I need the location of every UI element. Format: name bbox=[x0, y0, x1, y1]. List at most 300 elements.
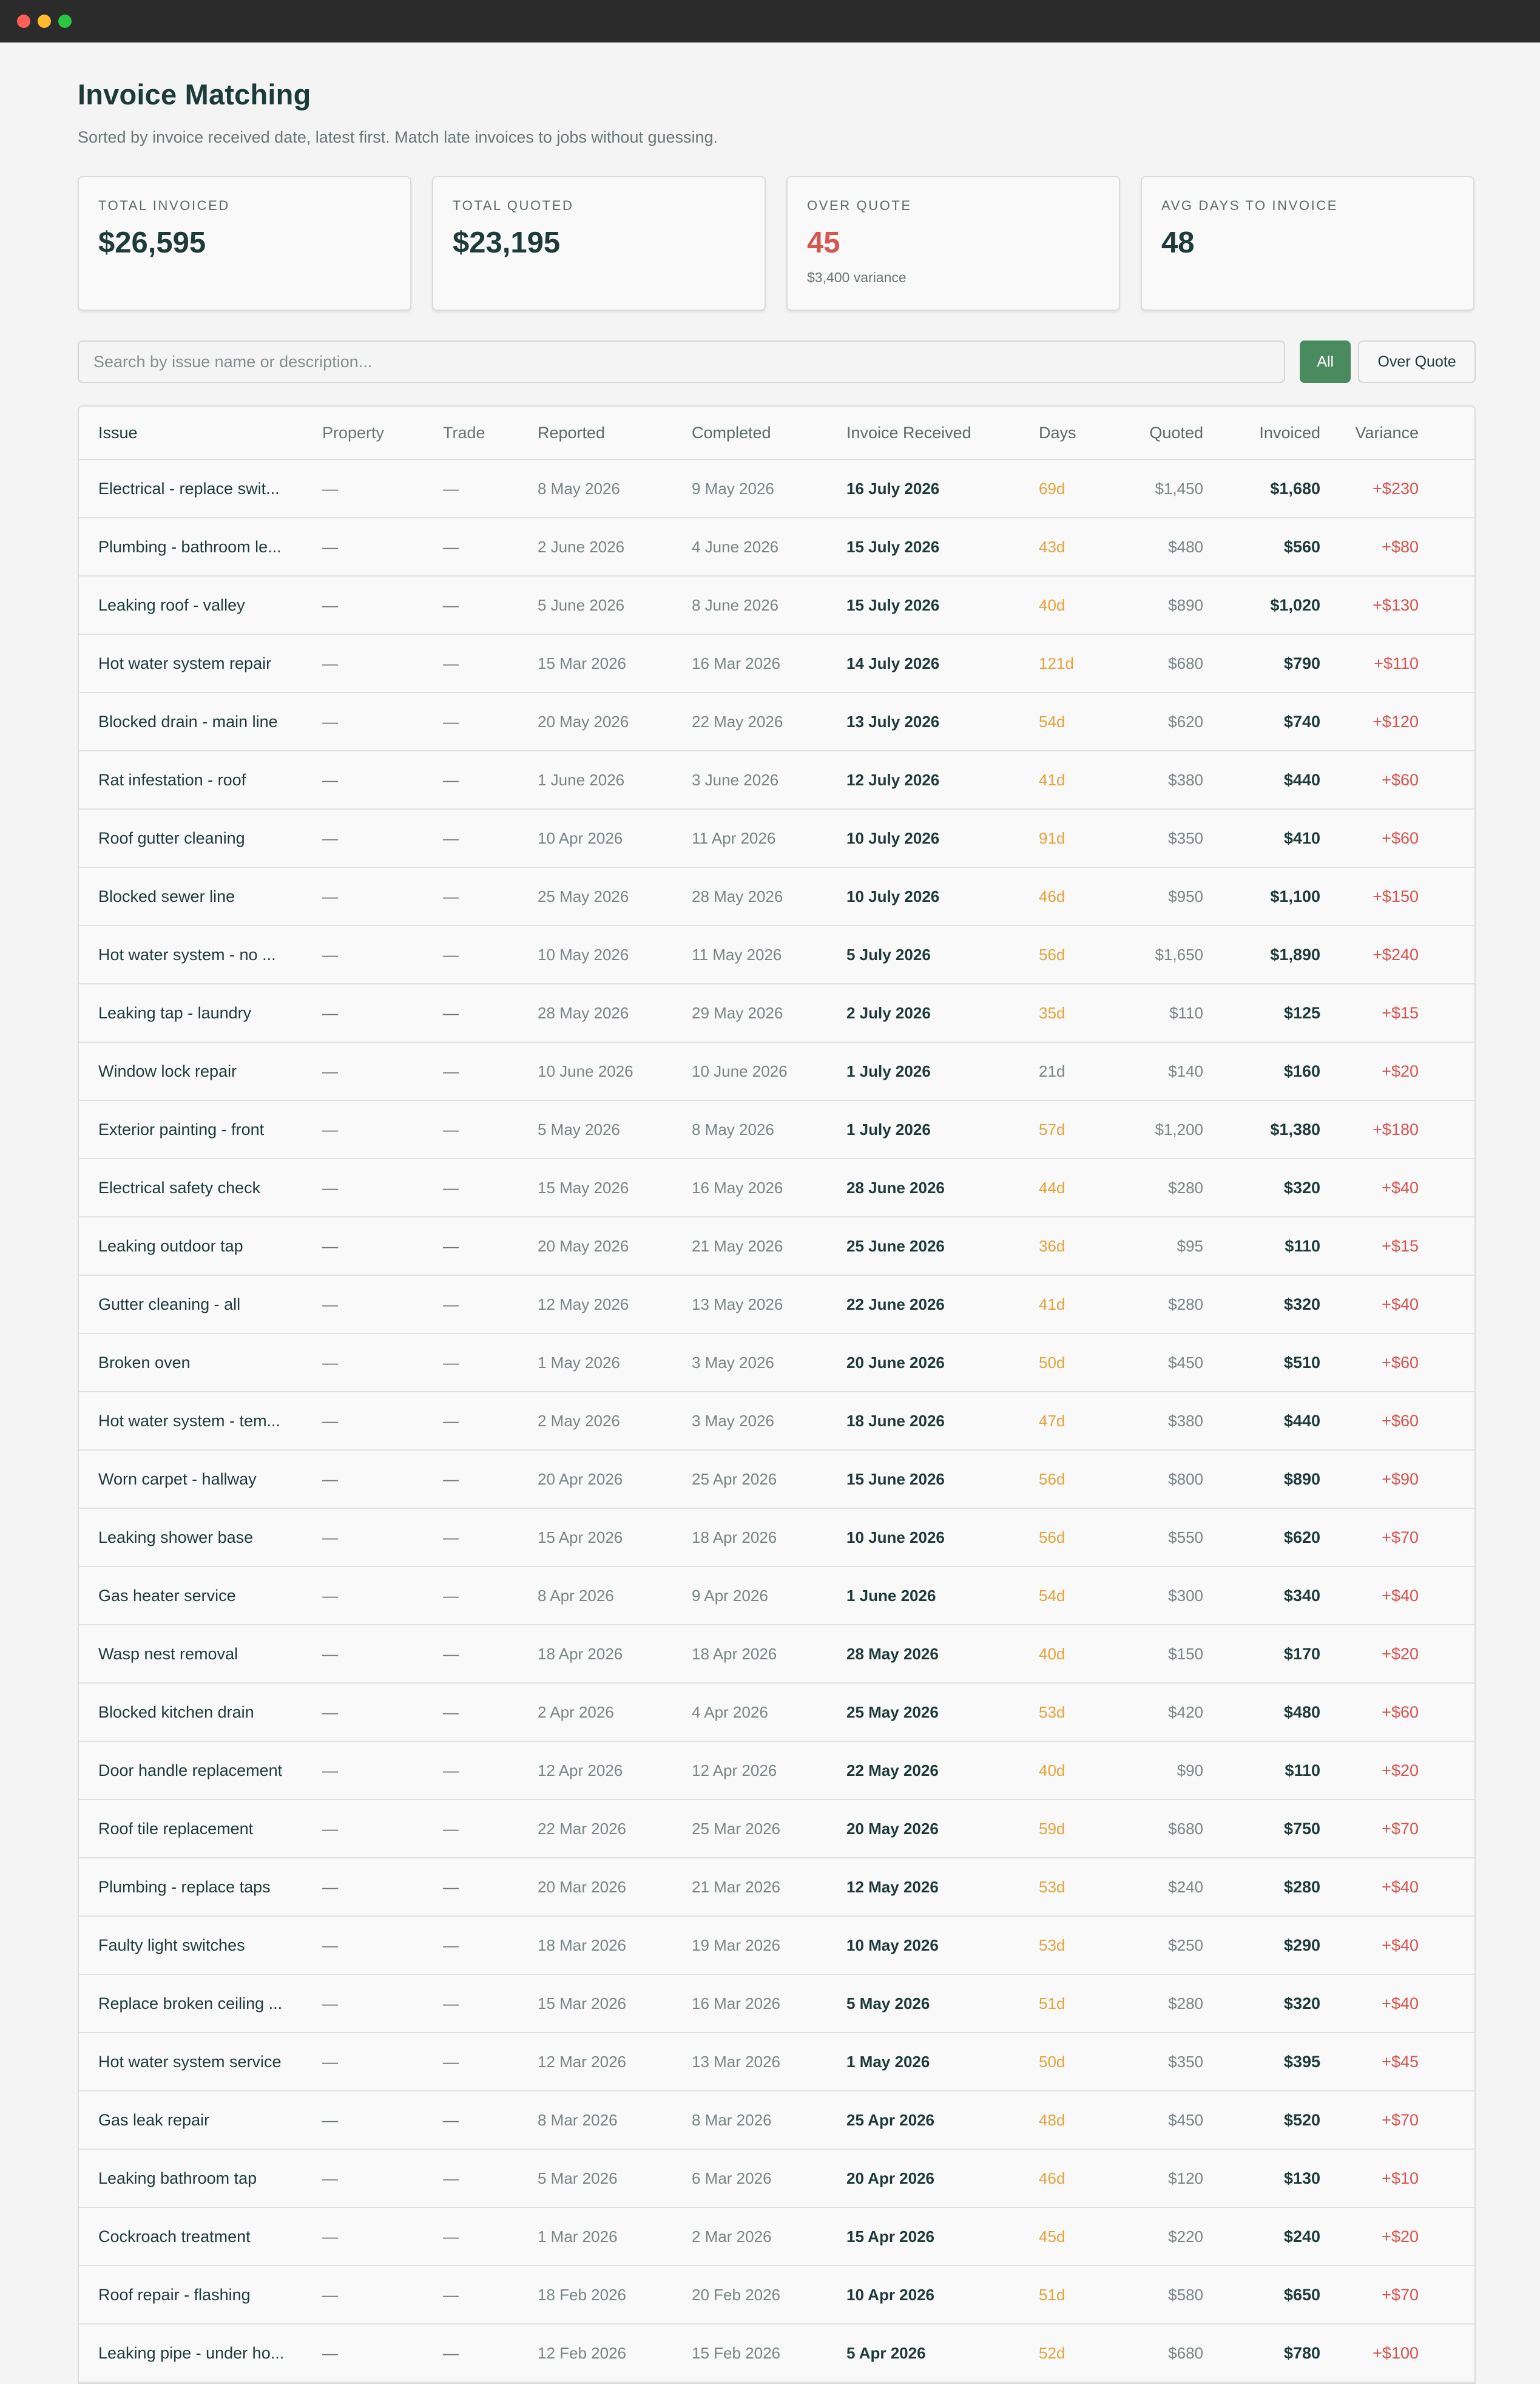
cell-issue: Replace broken ceiling ... bbox=[98, 1994, 283, 2013]
table-row[interactable] bbox=[79, 1800, 1474, 1858]
cell-variance: +$40 bbox=[1382, 1295, 1419, 1313]
cell-invoice-received: 28 June 2026 bbox=[846, 1178, 945, 1197]
table-row[interactable] bbox=[79, 868, 1474, 926]
cell-variance: +$15 bbox=[1382, 1236, 1419, 1255]
table-row[interactable] bbox=[79, 1742, 1474, 1800]
cell-issue: Roof repair - flashing bbox=[98, 2285, 251, 2304]
table-row[interactable] bbox=[79, 2033, 1474, 2091]
cell-invoiced: $740 bbox=[1283, 712, 1320, 731]
table-row[interactable] bbox=[79, 1276, 1474, 1334]
table-row[interactable] bbox=[79, 693, 1474, 751]
cell-variance: +$70 bbox=[1382, 1528, 1419, 1546]
cell-variance: +$70 bbox=[1382, 2110, 1419, 2129]
table-row[interactable] bbox=[79, 751, 1474, 810]
cell-variance: +$60 bbox=[1382, 770, 1419, 789]
cell-issue: Hot water system repair bbox=[98, 654, 272, 672]
cell-invoice-received: 28 May 2026 bbox=[846, 1644, 939, 1663]
cell-property: — bbox=[322, 1586, 338, 1605]
cell-invoiced: $750 bbox=[1283, 1819, 1320, 1838]
cell-invoice-received: 1 July 2026 bbox=[846, 1120, 931, 1139]
cell-reported: 8 May 2026 bbox=[538, 479, 620, 498]
stat-note: $3,400 variance bbox=[807, 269, 907, 285]
cell-invoiced: $1,890 bbox=[1270, 945, 1320, 964]
cell-issue: Hot water system - tem... bbox=[98, 1411, 281, 1430]
table-row[interactable] bbox=[79, 2266, 1474, 2325]
cell-reported: 25 May 2026 bbox=[538, 887, 629, 906]
table-row[interactable] bbox=[79, 1917, 1474, 1975]
cell-issue: Hot water system service bbox=[98, 2052, 282, 2071]
cell-quoted: $800 bbox=[1168, 1469, 1203, 1488]
cell-invoice-received: 16 July 2026 bbox=[846, 479, 940, 498]
cell-invoice-received: 10 Apr 2026 bbox=[846, 2285, 935, 2304]
cell-reported: 8 Apr 2026 bbox=[538, 1586, 614, 1605]
cell-days: 43d bbox=[1039, 537, 1066, 556]
cell-invoice-received: 5 Apr 2026 bbox=[846, 2343, 926, 2362]
table-row[interactable] bbox=[79, 984, 1474, 1043]
cell-issue: Leaking shower base bbox=[98, 1528, 254, 1546]
cell-completed: 20 Feb 2026 bbox=[692, 2285, 781, 2304]
cell-trade: — bbox=[443, 828, 459, 847]
cell-issue: Wasp nest removal bbox=[98, 1644, 238, 1663]
cell-variance: +$230 bbox=[1373, 479, 1419, 498]
cell-invoice-received: 10 June 2026 bbox=[846, 1528, 945, 1546]
cell-completed: 16 Mar 2026 bbox=[692, 654, 780, 672]
cell-quoted: $580 bbox=[1168, 2285, 1203, 2304]
cell-completed: 9 May 2026 bbox=[692, 479, 774, 498]
cell-days: 53d bbox=[1039, 1877, 1066, 1896]
cell-trade: — bbox=[443, 1644, 459, 1663]
filter-toolbar bbox=[78, 340, 1476, 384]
page-title: Invoice Matching bbox=[78, 78, 311, 110]
cell-completed: 3 May 2026 bbox=[692, 1411, 774, 1430]
cell-trade: — bbox=[443, 1120, 459, 1139]
cell-invoice-received: 15 July 2026 bbox=[846, 537, 940, 556]
cell-invoiced: $340 bbox=[1283, 1586, 1320, 1605]
cell-invoiced: $650 bbox=[1283, 2285, 1320, 2304]
cell-invoiced: $320 bbox=[1283, 1994, 1320, 2013]
cell-reported: 22 Mar 2026 bbox=[538, 1819, 626, 1838]
cell-issue: Roof gutter cleaning bbox=[98, 828, 245, 847]
cell-completed: 13 Mar 2026 bbox=[692, 2052, 780, 2071]
cell-variance: +$130 bbox=[1373, 595, 1419, 614]
cell-property: — bbox=[322, 2285, 338, 2304]
cell-quoted: $300 bbox=[1168, 1586, 1203, 1605]
cell-invoiced: $1,680 bbox=[1270, 479, 1320, 498]
cell-variance: +$40 bbox=[1382, 1178, 1419, 1197]
cell-trade: — bbox=[443, 2169, 459, 2187]
table-row[interactable] bbox=[79, 1101, 1474, 1159]
cell-invoiced: $110 bbox=[1285, 1761, 1320, 1780]
cell-quoted: $950 bbox=[1168, 887, 1203, 906]
cell-variance: +$80 bbox=[1382, 537, 1419, 556]
table-row[interactable] bbox=[79, 1858, 1474, 1917]
cell-variance: +$240 bbox=[1373, 945, 1419, 964]
cell-reported: 15 Mar 2026 bbox=[538, 1994, 626, 2013]
cell-days: 35d bbox=[1039, 1003, 1066, 1022]
cell-invoice-received: 15 Apr 2026 bbox=[846, 2227, 935, 2246]
filter-all-button[interactable]: All bbox=[1300, 340, 1351, 383]
cell-property: — bbox=[322, 2343, 338, 2362]
cell-property: — bbox=[322, 1935, 338, 1954]
cell-issue: Gutter cleaning - all bbox=[98, 1295, 241, 1313]
cell-reported: 2 Apr 2026 bbox=[538, 1702, 614, 1721]
cell-issue: Plumbing - bathroom le... bbox=[98, 537, 282, 556]
cell-issue: Leaking pipe - under ho... bbox=[98, 2343, 285, 2362]
cell-property: — bbox=[322, 537, 338, 556]
cell-invoice-received: 20 June 2026 bbox=[846, 1353, 945, 1372]
cell-property: — bbox=[322, 595, 338, 614]
cell-trade: — bbox=[443, 887, 459, 906]
cell-days: 40d bbox=[1039, 595, 1066, 614]
table-row[interactable] bbox=[79, 460, 1474, 518]
cell-variance: +$70 bbox=[1382, 2285, 1419, 2304]
cell-quoted: $350 bbox=[1168, 828, 1203, 847]
cell-trade: — bbox=[443, 1819, 459, 1838]
cell-invoiced: $480 bbox=[1283, 1702, 1320, 1721]
cell-invoice-received: 14 July 2026 bbox=[846, 654, 940, 672]
cell-trade: — bbox=[443, 1411, 459, 1430]
cell-completed: 19 Mar 2026 bbox=[692, 1935, 780, 1954]
stat-value: $23,195 bbox=[453, 226, 561, 259]
cell-invoiced: $780 bbox=[1283, 2343, 1320, 2362]
cell-variance: +$60 bbox=[1382, 828, 1419, 847]
cell-days: 53d bbox=[1039, 1935, 1066, 1954]
stat-value: $26,595 bbox=[98, 226, 206, 259]
cell-property: — bbox=[322, 1120, 338, 1139]
cell-property: — bbox=[322, 1003, 338, 1022]
cell-property: — bbox=[322, 1236, 338, 1255]
cell-property: — bbox=[322, 2052, 338, 2071]
cell-trade: — bbox=[443, 2227, 459, 2246]
table-row[interactable] bbox=[79, 2091, 1474, 2150]
column-header-issue[interactable]: Issue bbox=[98, 423, 138, 442]
window-titlebar bbox=[0, 0, 1540, 42]
cell-reported: 1 Mar 2026 bbox=[538, 2227, 618, 2246]
table-header-row bbox=[79, 407, 1474, 460]
cell-trade: — bbox=[443, 1528, 459, 1546]
cell-variance: +$90 bbox=[1382, 1469, 1419, 1488]
cell-completed: 8 June 2026 bbox=[692, 595, 779, 614]
stat-label: TOTAL QUOTED bbox=[453, 198, 574, 213]
cell-quoted: $1,450 bbox=[1155, 479, 1203, 498]
column-header-completed[interactable]: Completed bbox=[692, 423, 771, 442]
cell-variance: +$180 bbox=[1373, 1120, 1419, 1139]
cell-invoice-received: 22 June 2026 bbox=[846, 1295, 945, 1313]
cell-reported: 28 May 2026 bbox=[538, 1003, 629, 1022]
cell-reported: 20 May 2026 bbox=[538, 1236, 629, 1255]
cell-reported: 12 May 2026 bbox=[538, 1295, 629, 1313]
cell-days: 21d bbox=[1039, 1062, 1066, 1080]
cell-invoiced: $320 bbox=[1283, 1178, 1320, 1197]
cell-invoiced: $560 bbox=[1283, 537, 1320, 556]
cell-trade: — bbox=[443, 1353, 459, 1372]
cell-quoted: $680 bbox=[1168, 1819, 1203, 1838]
cell-issue: Gas leak repair bbox=[98, 2110, 210, 2129]
cell-trade: — bbox=[443, 2343, 459, 2362]
cell-days: 36d bbox=[1039, 1236, 1066, 1255]
cell-reported: 1 June 2026 bbox=[538, 770, 625, 789]
stat-card-total-invoiced bbox=[78, 176, 411, 311]
cell-completed: 4 June 2026 bbox=[692, 537, 779, 556]
table-row[interactable] bbox=[79, 1684, 1474, 1742]
filter-over-quote-button[interactable]: Over Quote bbox=[1358, 340, 1476, 383]
cell-days: 69d bbox=[1039, 479, 1066, 498]
cell-issue: Cockroach treatment bbox=[98, 2227, 251, 2246]
cell-variance: +$60 bbox=[1382, 1702, 1419, 1721]
cell-days: 51d bbox=[1039, 1994, 1066, 2013]
cell-invoiced: $395 bbox=[1283, 2052, 1320, 2071]
stat-label: AVG DAYS TO INVOICE bbox=[1161, 198, 1339, 213]
maximize-window-icon[interactable] bbox=[58, 15, 72, 28]
cell-reported: 1 May 2026 bbox=[538, 1353, 620, 1372]
cell-trade: — bbox=[443, 1586, 459, 1605]
cell-invoiced: $125 bbox=[1283, 1003, 1320, 1022]
cell-completed: 8 Mar 2026 bbox=[692, 2110, 772, 2129]
table-row[interactable] bbox=[79, 2150, 1474, 2208]
cell-completed: 21 Mar 2026 bbox=[692, 1877, 780, 1896]
cell-days: 56d bbox=[1039, 1528, 1066, 1546]
table-row[interactable] bbox=[79, 1567, 1474, 1625]
table-row[interactable] bbox=[79, 1625, 1474, 1684]
cell-property: — bbox=[322, 479, 338, 498]
cell-issue: Exterior painting - front bbox=[98, 1120, 265, 1139]
cell-issue: Blocked sewer line bbox=[98, 887, 235, 906]
table-row[interactable] bbox=[79, 1392, 1474, 1451]
cell-trade: — bbox=[443, 2052, 459, 2071]
cell-reported: 15 May 2026 bbox=[538, 1178, 629, 1197]
column-header-reported[interactable]: Reported bbox=[538, 423, 606, 442]
cell-invoice-received: 10 July 2026 bbox=[846, 887, 940, 906]
cell-invoiced: $290 bbox=[1283, 1935, 1320, 1954]
cell-property: — bbox=[322, 1761, 338, 1780]
cell-invoice-received: 25 May 2026 bbox=[846, 1702, 939, 1721]
cell-completed: 8 May 2026 bbox=[692, 1120, 774, 1139]
cell-reported: 5 Mar 2026 bbox=[538, 2169, 618, 2187]
cell-reported: 10 May 2026 bbox=[538, 945, 629, 964]
cell-invoice-received: 12 July 2026 bbox=[846, 770, 940, 789]
cell-trade: — bbox=[443, 654, 459, 672]
cell-property: — bbox=[322, 2227, 338, 2246]
cell-trade: — bbox=[443, 2285, 459, 2304]
column-header-property[interactable]: Property bbox=[322, 423, 385, 442]
cell-property: — bbox=[322, 770, 338, 789]
table-row[interactable] bbox=[79, 577, 1474, 635]
table-row[interactable] bbox=[79, 1217, 1474, 1276]
cell-quoted: $1,200 bbox=[1155, 1120, 1203, 1139]
cell-invoice-received: 12 May 2026 bbox=[846, 1877, 939, 1896]
cell-issue: Blocked kitchen drain bbox=[98, 1702, 254, 1721]
table-row[interactable] bbox=[79, 2208, 1474, 2266]
table-row[interactable] bbox=[79, 1334, 1474, 1392]
cell-trade: — bbox=[443, 1003, 459, 1022]
cell-completed: 15 Feb 2026 bbox=[692, 2343, 781, 2362]
stat-value: 48 bbox=[1161, 226, 1195, 259]
cell-completed: 11 Apr 2026 bbox=[692, 828, 776, 847]
cell-reported: 20 May 2026 bbox=[538, 712, 629, 731]
cell-days: 40d bbox=[1039, 1644, 1066, 1663]
column-header-variance[interactable]: Variance bbox=[1355, 423, 1419, 442]
cell-completed: 4 Apr 2026 bbox=[692, 1702, 768, 1721]
cell-invoice-received: 10 July 2026 bbox=[846, 828, 940, 847]
cell-days: 46d bbox=[1039, 2169, 1066, 2187]
cell-days: 59d bbox=[1039, 1819, 1066, 1838]
cell-completed: 13 May 2026 bbox=[692, 1295, 783, 1313]
cell-property: — bbox=[322, 945, 338, 964]
cell-quoted: $280 bbox=[1168, 1178, 1203, 1197]
cell-days: 54d bbox=[1039, 1586, 1066, 1605]
stat-label: TOTAL INVOICED bbox=[98, 198, 230, 213]
cell-trade: — bbox=[443, 1295, 459, 1313]
cell-quoted: $380 bbox=[1168, 770, 1203, 789]
table-row[interactable] bbox=[79, 1043, 1474, 1101]
cell-quoted: $480 bbox=[1168, 537, 1203, 556]
cell-invoiced: $1,020 bbox=[1270, 595, 1320, 614]
cell-invoiced: $1,380 bbox=[1270, 1120, 1320, 1139]
cell-completed: 16 May 2026 bbox=[692, 1178, 783, 1197]
cell-trade: — bbox=[443, 1877, 459, 1896]
cell-invoiced: $160 bbox=[1283, 1062, 1320, 1080]
cell-variance: +$40 bbox=[1382, 1994, 1419, 2013]
cell-property: — bbox=[322, 1178, 338, 1197]
cell-reported: 15 Mar 2026 bbox=[538, 654, 626, 672]
cell-issue: Door handle replacement bbox=[98, 1761, 283, 1780]
cell-property: — bbox=[322, 1353, 338, 1372]
cell-reported: 2 May 2026 bbox=[538, 1411, 620, 1430]
search-input[interactable] bbox=[78, 340, 1285, 383]
cell-variance: +$45 bbox=[1382, 2052, 1419, 2071]
cell-quoted: $1,650 bbox=[1155, 945, 1203, 964]
cell-days: 44d bbox=[1039, 1178, 1066, 1197]
cell-variance: +$40 bbox=[1382, 1586, 1419, 1605]
cell-invoice-received: 1 May 2026 bbox=[846, 2052, 930, 2071]
cell-variance: +$20 bbox=[1382, 2227, 1419, 2246]
cell-days: 56d bbox=[1039, 1469, 1066, 1488]
cell-days: 41d bbox=[1039, 1295, 1066, 1313]
stat-value: 45 bbox=[807, 226, 840, 259]
cell-quoted: $280 bbox=[1168, 1295, 1203, 1313]
column-header-quoted[interactable]: Quoted bbox=[1149, 423, 1203, 442]
cell-quoted: $120 bbox=[1168, 2169, 1203, 2187]
cell-property: — bbox=[322, 1062, 338, 1080]
column-header-invoice-received[interactable]: Invoice Received bbox=[846, 423, 971, 442]
cell-invoice-received: 25 June 2026 bbox=[846, 1236, 945, 1255]
column-header-trade[interactable]: Trade bbox=[443, 423, 485, 442]
cell-days: 57d bbox=[1039, 1120, 1066, 1139]
cell-invoiced: $240 bbox=[1283, 2227, 1320, 2246]
cell-days: 50d bbox=[1039, 1353, 1066, 1372]
cell-invoice-received: 22 May 2026 bbox=[846, 1761, 939, 1780]
cell-issue: Roof tile replacement bbox=[98, 1819, 254, 1838]
cell-variance: +$70 bbox=[1382, 1819, 1419, 1838]
cell-quoted: $240 bbox=[1168, 1877, 1203, 1896]
cell-trade: — bbox=[443, 479, 459, 498]
cell-issue: Window lock repair bbox=[98, 1062, 237, 1080]
cell-invoice-received: 1 July 2026 bbox=[846, 1062, 931, 1080]
cell-reported: 12 Mar 2026 bbox=[538, 2052, 626, 2071]
cell-trade: — bbox=[443, 1761, 459, 1780]
cell-issue: Broken oven bbox=[98, 1353, 191, 1372]
cell-variance: +$40 bbox=[1382, 1935, 1419, 1954]
stat-card-over-quote bbox=[786, 176, 1120, 311]
cell-reported: 18 Feb 2026 bbox=[538, 2285, 627, 2304]
cell-days: 91d bbox=[1039, 828, 1066, 847]
close-window-icon[interactable] bbox=[17, 15, 30, 28]
column-header-invoiced[interactable]: Invoiced bbox=[1259, 423, 1320, 442]
table-row[interactable] bbox=[79, 1509, 1474, 1567]
table-row[interactable] bbox=[79, 926, 1474, 984]
cell-trade: — bbox=[443, 1702, 459, 1721]
cell-completed: 2 Mar 2026 bbox=[692, 2227, 772, 2246]
cell-issue: Leaking outdoor tap bbox=[98, 1236, 243, 1255]
cell-invoice-received: 1 June 2026 bbox=[846, 1586, 936, 1605]
cell-completed: 25 Apr 2026 bbox=[692, 1469, 777, 1488]
cell-property: — bbox=[322, 1644, 338, 1663]
cell-property: — bbox=[322, 1819, 338, 1838]
cell-days: 45d bbox=[1039, 2227, 1066, 2246]
cell-quoted: $450 bbox=[1168, 2110, 1203, 2129]
column-header-days[interactable]: Days bbox=[1039, 423, 1076, 442]
table-row[interactable] bbox=[79, 2325, 1474, 2383]
cell-days: 51d bbox=[1039, 2285, 1066, 2304]
cell-invoice-received: 25 Apr 2026 bbox=[846, 2110, 935, 2129]
cell-property: — bbox=[322, 1877, 338, 1896]
cell-quoted: $110 bbox=[1169, 1003, 1203, 1022]
cell-invoiced: $130 bbox=[1283, 2169, 1320, 2187]
cell-variance: +$15 bbox=[1382, 1003, 1419, 1022]
table-row[interactable] bbox=[79, 1159, 1474, 1217]
cell-reported: 5 May 2026 bbox=[538, 1120, 620, 1139]
cell-variance: +$60 bbox=[1382, 1411, 1419, 1430]
table-row[interactable] bbox=[79, 810, 1474, 868]
cell-trade: — bbox=[443, 945, 459, 964]
cell-variance: +$110 bbox=[1374, 654, 1419, 672]
cell-days: 53d bbox=[1039, 1702, 1066, 1721]
cell-days: 41d bbox=[1039, 770, 1066, 789]
cell-completed: 16 Mar 2026 bbox=[692, 1994, 780, 2013]
cell-quoted: $220 bbox=[1168, 2227, 1203, 2246]
cell-invoice-received: 20 Apr 2026 bbox=[846, 2169, 935, 2187]
cell-invoice-received: 5 May 2026 bbox=[846, 1994, 930, 2013]
cell-property: — bbox=[322, 1295, 338, 1313]
cell-quoted: $550 bbox=[1168, 1528, 1203, 1546]
cell-variance: +$20 bbox=[1382, 1761, 1419, 1780]
table-body bbox=[79, 460, 1474, 2383]
cell-days: 121d bbox=[1039, 654, 1074, 672]
cell-completed: 25 Mar 2026 bbox=[692, 1819, 780, 1838]
cell-days: 46d bbox=[1039, 887, 1066, 906]
table-row[interactable] bbox=[79, 1975, 1474, 2033]
cell-variance: +$60 bbox=[1382, 1353, 1419, 1372]
table-row[interactable] bbox=[79, 635, 1474, 693]
cell-property: — bbox=[322, 654, 338, 672]
cell-completed: 28 May 2026 bbox=[692, 887, 783, 906]
cell-days: 47d bbox=[1039, 1411, 1066, 1430]
cell-quoted: $890 bbox=[1168, 595, 1203, 614]
cell-variance: +$40 bbox=[1382, 1877, 1419, 1896]
cell-invoiced: $440 bbox=[1283, 1411, 1320, 1430]
cell-trade: — bbox=[443, 1935, 459, 1954]
cell-completed: 9 Apr 2026 bbox=[692, 1586, 768, 1605]
cell-invoice-received: 15 July 2026 bbox=[846, 595, 940, 614]
table-row[interactable] bbox=[79, 1451, 1474, 1509]
cell-property: — bbox=[322, 2169, 338, 2187]
table-row[interactable] bbox=[79, 518, 1474, 577]
minimize-window-icon[interactable] bbox=[38, 15, 51, 28]
cell-issue: Electrical - replace swit... bbox=[98, 479, 280, 498]
cell-trade: — bbox=[443, 1994, 459, 2013]
cell-invoiced: $620 bbox=[1283, 1528, 1320, 1546]
cell-completed: 21 May 2026 bbox=[692, 1236, 783, 1255]
